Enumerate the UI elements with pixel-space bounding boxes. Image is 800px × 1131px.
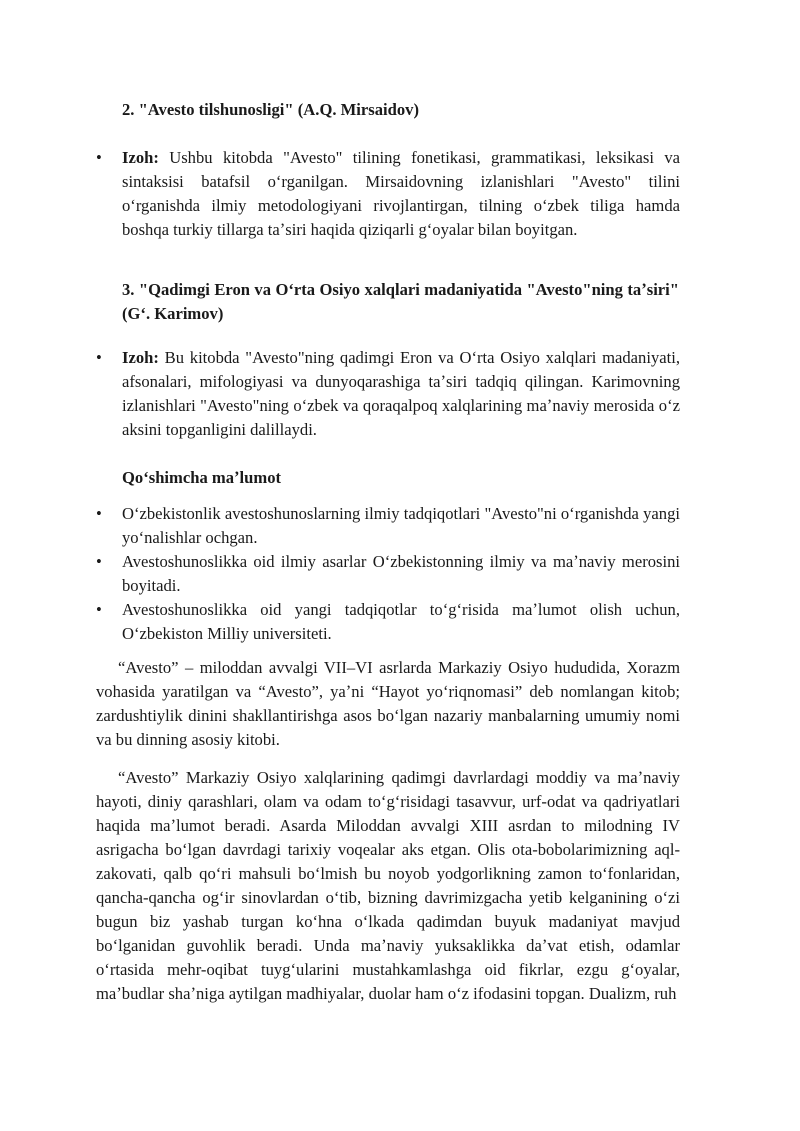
list-item <box>96 346 680 442</box>
bullet-icon: • <box>96 552 102 571</box>
bullet-icon: • <box>96 504 102 523</box>
extra-info-heading: Qoʻshimcha maʼlumot <box>122 468 282 487</box>
note-label: Izoh: <box>122 148 159 167</box>
list-item-text: Avestoshunoslikka oid ilmiy asarlar Oʻzbekistonning ilmiy va maʼnaviy merosini boyitadi. <box>122 552 680 595</box>
list-item <box>96 502 680 550</box>
section-2-bullet-list <box>96 146 680 242</box>
list-item-text: Oʻzbekistonlik avestoshunoslarning ilmiy tadqiqotlari "Avesto"ni oʻrganishda yangi yoʻnalishlar ochgan. <box>122 504 680 547</box>
list-item-text: Avestoshunoslikka oid yangi tadqiqotlar toʻgʻrisida maʼlumot olish uchun, Oʻzbekiston Milliy universiteti. <box>122 600 680 643</box>
note-text: Bu kitobda "Avesto"ning qadimgi Eron va Oʻrta Osiyo xalqlari madaniyati, afsonalari, mifologiyasi va dunyoqarashiga taʼsiri tadqiq qilingan. Karimovning izlanishlari "Avesto"ning oʻzbek va qoraqalpoq xalqlarining maʼnaviy merosida oʻz aksini topganligini dalillaydi. <box>122 348 680 439</box>
extra-info-list <box>96 502 680 646</box>
bullet-icon: • <box>96 148 102 167</box>
note-text: Ushbu kitobda "Avesto" tilining fonetikasi, grammatikasi, leksikasi va sintaksisi batafsil oʻrganilgan. Mirsaidovning izlanishlari "Avesto" tilini oʻrganishda ilmiy metodologiyani rivojlantirgan, tilning oʻzbek tiliga hamda boshqa turkiy tillarga taʼsiri haqida qiziqarli gʻoyalar bilan boyitgan. <box>122 148 680 239</box>
bullet-icon: • <box>96 600 102 619</box>
list-item <box>96 146 680 242</box>
section-heading-2: 2. "Avesto tilshunosligi" (A.Q. Mirsaidov) <box>122 100 419 119</box>
section-heading-3: 3. "Qadimgi Eron va Oʻrta Osiyo xalqlari madaniyatida "Avesto"ning taʼsiri" (Gʻ. Karimov) <box>122 280 679 323</box>
list-item <box>96 550 680 598</box>
note-label: Izoh: <box>122 348 159 367</box>
body-paragraph-2: “Avesto” Markaziy Osiyo xalqlarining qadimgi davrlardagi moddiy va maʼnaviy hayoti, diniy qarashlari, olam va odam toʻgʻrisidagi tasavvur, urf-odat va qadriyatlari haqida maʼlumot beradi. Asarda Miloddan avvalgi XIII asrdan to milodning IV asrigacha boʻlgan davrdagi tarixiy voqealar aks etgan. Olis ota-bobolarimizning aql-zakovati, qalb qoʻri mahsuli boʻlmish bu noyob yodgorlikning zamon toʻfonlaridan, qancha-qancha ogʻir sinovlardan oʻtib, bizning davrimizgacha yetib kelganining oʻzi bugun biz yashab turgan koʻhna oʻlkada qadimdan buyuk madaniyat mavjud boʻlganidan guvohlik beradi. Unda maʼnaviy yuksaklikka daʼvat etish, odamlar oʻrtasida mehr-oqibat tuygʻularini mustahkamlashga oid fikrlar, ezgu gʻoyalar, maʼbudlar shaʼniga aytilgan madhiyalar, duolar ham oʻz ifodasini topgan. Dualizm, ruh <box>96 768 680 1003</box>
body-paragraph-1: “Avesto” – miloddan avvalgi VII–VI asrlarda Markaziy Osiyo hududida, Xorazm vohasida yaratilgan va “Avesto”, yaʼni “Hayot yoʻriqnomasi” deb nomlangan kitob; zardushtiylik dinini shakllantirishga asos boʻlgan nazariy manbalarning umumiy nomi va bu dinning asosiy kitobi. <box>96 658 680 749</box>
list-item <box>96 598 680 646</box>
bullet-icon: • <box>96 348 102 367</box>
section-3-bullet-list <box>96 346 680 442</box>
